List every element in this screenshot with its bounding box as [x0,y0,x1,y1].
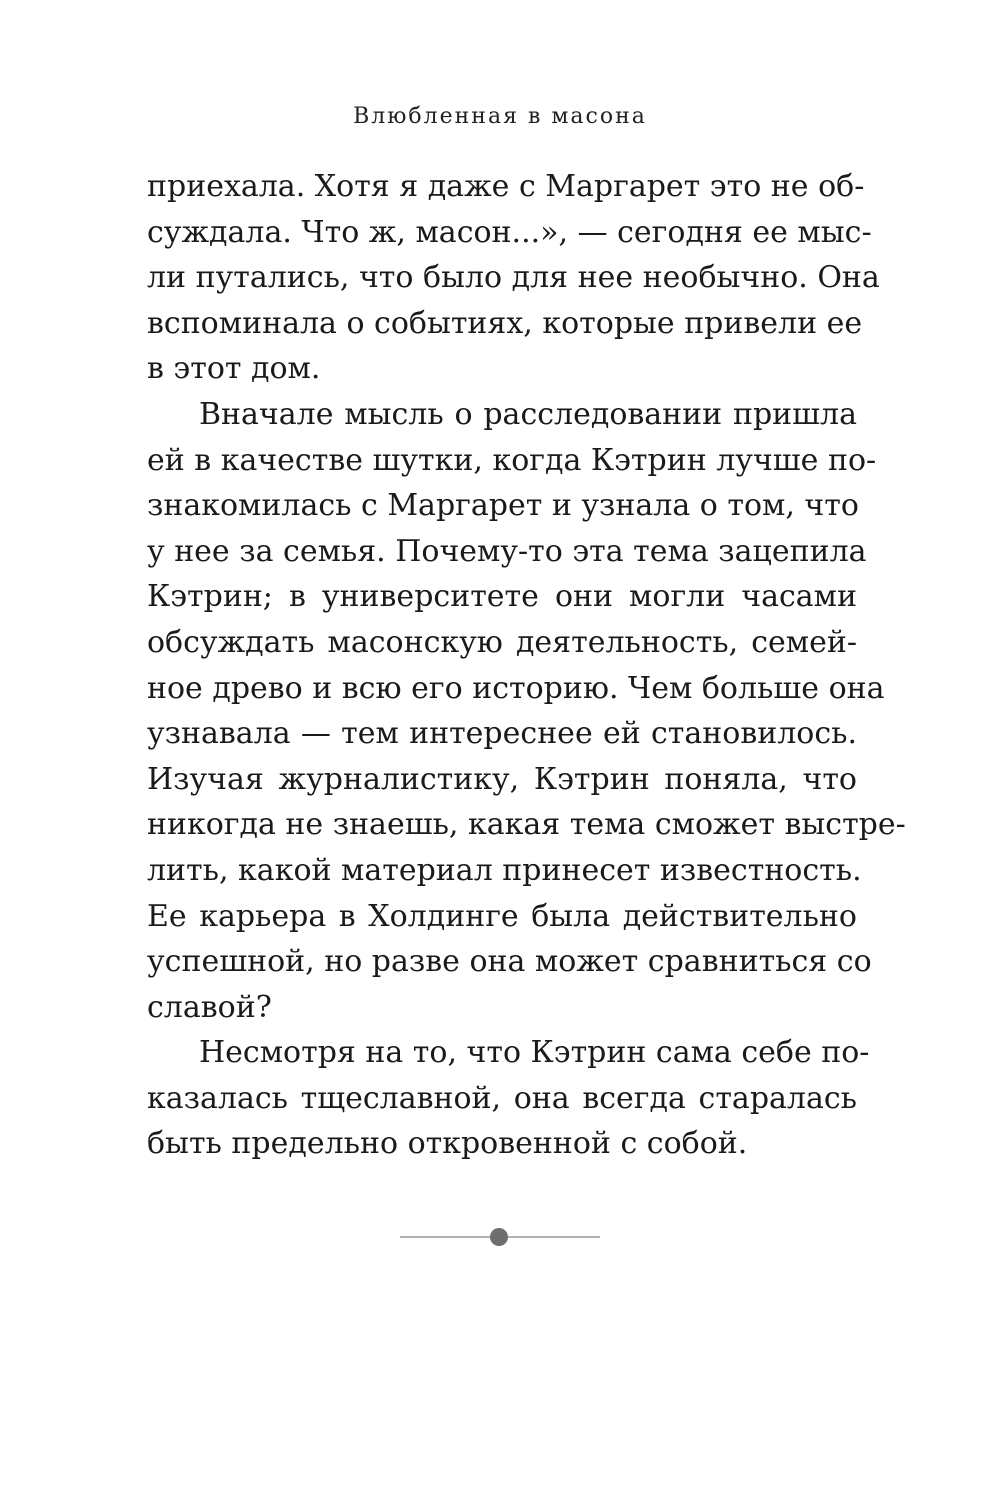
text-line: успешной, но разве она может сравниться со [147,944,872,980]
text-line: казалась тщеславной, она всегда старалась [147,1080,857,1116]
text-line: ное древо и всю его историю. Чем больше она [147,670,885,706]
paragraph [147,1030,870,1167]
text-line: ли путались, что было для нее необычно. Она [147,260,880,296]
page-text [147,164,906,1167]
section-separator [400,1226,600,1246]
text-line: приехала. Хотя я даже с Маргарет это не об- [147,169,865,204]
text-line: быть предельно откровенной с собой. [147,1126,748,1162]
text-line: Изучая журналистику, Кэтрин поняла, что [147,761,857,797]
text-line: обсуждать масонскую деятельность, семей- [147,624,857,660]
text-line: Несмотря на то, что Кэтрин сама себе по- [199,1035,870,1071]
text-line: Кэтрин; в университете они могли часами [147,579,857,615]
text-line: никогда не знаешь, какая тема сможет выстре- [147,807,906,843]
paragraph [147,392,906,1030]
text-line: знакомилась с Маргарет и узнала о том, что [147,488,859,524]
text-line: в этот дом. [147,351,321,387]
text-line: ей в качестве шутки, когда Кэтрин лучше по- [147,442,877,478]
text-line: лить, какой материал принесет известность. [147,852,862,888]
paragraph [147,164,880,392]
text-line: суждала. Что ж, масон...», — сегодня ее мыс- [147,214,872,250]
text-line: у нее за семья. Почему-то эта тема зацепила [147,533,867,569]
text-line: славой? [147,989,272,1025]
text-line: узнавала — тем интереснее ей становилось. [147,716,857,752]
text-line: Вначале мысль о расследовании пришла [199,396,857,432]
separator-dot-icon [490,1228,508,1246]
text-line: Ее карьера в Холдинге была действительно [147,898,857,934]
running-header: Влюбленная в масона [353,104,647,129]
text-line: вспоминала о событиях, которые привели ее [147,305,863,341]
